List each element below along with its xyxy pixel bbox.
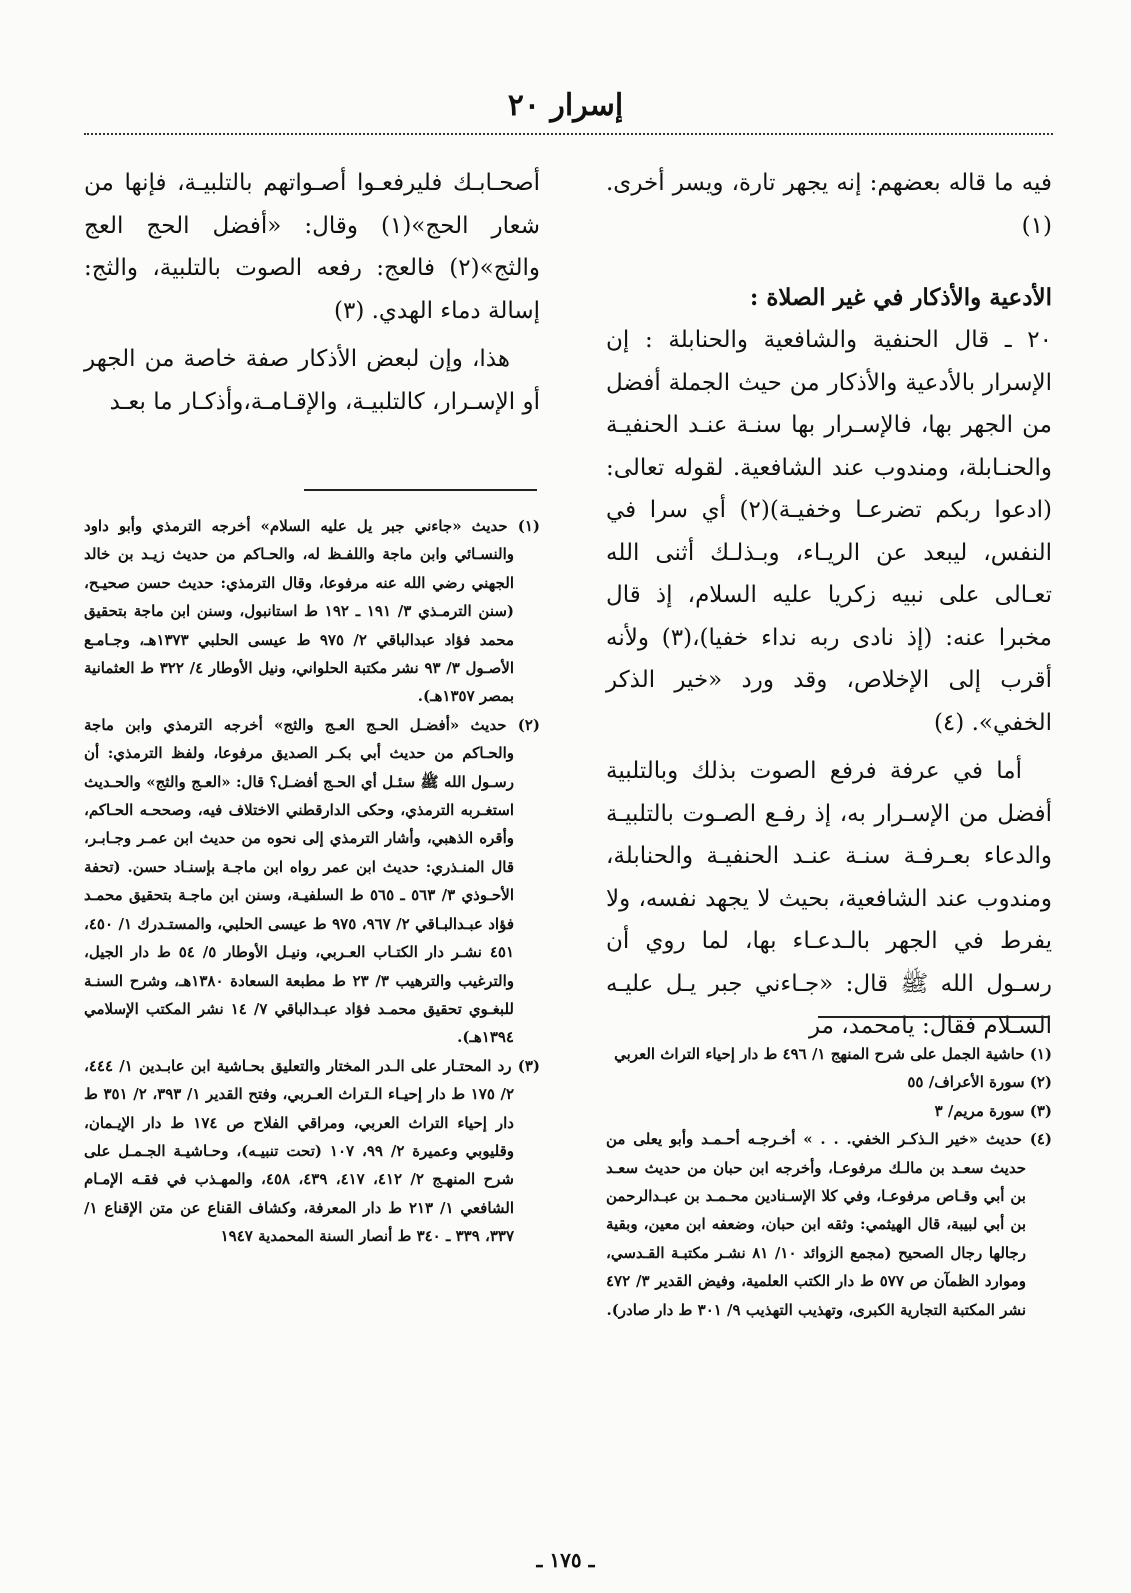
footnote: (٢) حديث «أفضـل الحـج العـج والثج» أخرجه الترمذي وابن ماجة والحـاكم من حديث أبي بكـر الصديق مرفوعا، ولفظ الترمذي: أن رسـول الله ﷺ سئـل أي الحـج أفضـل؟ قال: «العـج والثج» والحـديث استغـربه الترمذي، وحكى الدارقطني الاختلاف فيه، وصححـه الحـاكم، وأقره الذهبي، وأشار الترمذي إلى نحوه من حديث ابن عمـر وجـابـر، قال المنـذري: حديث ابن عمر رواه ابن ماجـة بإسنـاد حسن. (تحفة الأحـوذي ٣/ ٥٦٣ ـ ٥٦٥ ط السلفيـة، وسنن ابن ماجـة بتحقيق محمـد فؤاد عبـدالبـاقي ٢/ ٩٦٧، ٩٧٥ ط عيسى الحلبي، والمستـدرك ١/ ٤٥٠، ٤٥١ نشـر دار الكتـاب العـربي، ونيـل الأوطار ٥/ ٥٤ ط دار الجيل، والترغيب والترهيب ٣/ ٢٣ ط مطبعة السعادة ١٣٨٠هـ، وشرح السنـة للبغـوي تحقيق محمـد فؤاد عبـدالباقي ٧/ ١٤ نشر المكتب الإسلامي ١٣٩٤هـ). <box>84 715 540 1047</box>
right-column-footnotes <box>606 1040 1052 1324</box>
paragraph: أما في عرفة فرفع الصوت بذلك وبالتلبية أفضل من الإسـرار به، إذ رفـع الصـوت بالتلبيـة والدعاء بعـرفـة سنـة عنـد الحنفيـة والحنابلة، ومندوب عند الشافعية، بحيث لا يجهد نفسه، ولا يفرط في الجهر بالـدعـاء بها، لما روي أن رسـول الله ﷺ قال: «جـاءني جبر يـل عليـه السـلام فقال: يامحمد، مر <box>606 758 1052 1039</box>
footnote: (٤) حديث «خير الـذكـر الخفي. . . » أخـرجـه أحـمـد وأبو يعلى من حديث سعـد بن مالـك مرفوعـا، وأخرجه ابن حبان من حديث سعـد بن أبي وقـاص مرفوعـا، وفي كلا الإسـنادين محـمـد بن عبـدالرحمن بن أبي لبيبة، قال الهيثمي: وثقه ابن حبان، وضعفه ابن معين، وبقية رجالها رجال الصحيح (مجمع الزوائد ١٠/ ٨١ نشـر مكتبـة القـدسي، وموارد الظمآن ص ٥٧٧ ط دار الكتب العلمية، وفيض القدير ٣/ ٤٧٢ نشر المكتبة التجارية الكبرى، وتهذيب التهذيب ٩/ ٣٠١ ط دار صادر). <box>606 1130 1052 1319</box>
paragraph: ٢٠ ـ قال الحنفية والشافعية والحنابلة : إن الإسرار بالأدعية والأذكار من حيث الجملة أفضل من الجهر بها، فالإسـرار بها سنـة عنـد الحنفيـة والحنـابلة، ومندوب عند الشافعية. لقوله تعالى: (ادعوا ربكم تضرعـا وخفيـة)(٢) أي سرا في النفس، ليبعد عن الريـاء، وبـذلـك أثنى الله تعـالى على نبيه زكريا عليه السلام، إذ قال مخبرا عنه: (إذ نادى ربه نداء خفيا)،(٣) ولأنه أقرب إلى الإخلاص، وقد ورد «خير الذكر الخفي». (٤) <box>606 327 1052 736</box>
footnote-divider <box>818 1016 1050 1018</box>
spacer <box>606 247 1052 277</box>
header-dotted-divider <box>84 133 1053 135</box>
paragraph: هذا، وإن لبعض الأذكار صفة خاصة من الجهر أو الإسـرار، كالتلبيـة، والإقـامـة،وأذكـار ما بعـد <box>84 346 540 415</box>
page-number: ـ ١٧٥ ـ <box>536 1548 595 1572</box>
paragraph: أصحـابـك فليرفعـوا أصـواتهم بالتلبيـة، فإنها من شعار الحج»(١) وقال: «أفضل الحج العج والثج»(٢) فالعج: رفعه الصوت بالتلبية، والثج: إسالة دماء الهدي. (٣) <box>84 170 540 324</box>
footnote: (١) حديث «جاءني جبر يل عليه السلام» أخرجه الترمذي وأبو داود والنسـائي وابن ماجة واللفـظ له، والحـاكم من حديث زيـد بن خالد الجهني رضي الله عنه مرفوعا، وقال الترمذي: حديث حسن صحيـح، (سنن الترمـذي ٣/ ١٩١ ـ ١٩٢ ط استانبول، وسنن ابن ماجة بتحقيق محمد فؤاد عبدالباقي ٢/ ٩٧٥ ط عيسى الحلبي ١٣٧٣هـ، وجـامـع الأصـول ٣/ ٩٣ نشر مكتبة الحلواني، ونيل الأوطار ٤/ ٣٢٢ ط العثمانية بمصر ١٣٥٧هـ). <box>84 517 540 706</box>
footnote: (٢) سورة الأعراف/ ٥٥ <box>907 1073 1052 1092</box>
paragraph: فيه ما قاله بعضهم: إنه يجهر تارة، ويسر أخرى. (١) <box>606 170 1052 239</box>
footnote: (٣) سورة مريم/ ٣ <box>934 1101 1052 1120</box>
left-column-body <box>84 162 540 423</box>
section-heading: الأدعية والأذكار في غير الصلاة : <box>749 284 1052 311</box>
footnote: (١) حاشية الجمل على شرح المنهج ١/ ٤٩٦ ط دار إحياء التراث العربي <box>614 1045 1052 1063</box>
left-column-footnotes <box>84 512 540 1251</box>
page-title: إسرار ٢٠ <box>507 88 624 123</box>
footnote: (٣) رد المحتـار على الـدر المختار والتعليق بحـاشية ابن عابـدين ١/ ٤٤٤، ٢/ ١٧٥ ط دار إحيـاء الـتراث العـربي، وفتح القدير ١/ ٣٩٣، ٢/ ٣٥١ ط دار إحياء التراث العربي، ومراقي الفلاح ص ١٧٤ ط دار الإيـمان، وقليوبي وعميرة ٢/ ٩٩، ١٠٧ (تحت تنبيـه)، وحـاشيـة الجـمـل على شرح المنهـج ٢/ ٤١٢، ٤١٧، ٤٣٩، ٤٥٨، والمهـذب في فقـه الإمـام الشافعي ١/ ٢١٣ ط دار المعرفة، وكشاف القناع عن متن الإقناع ١/ ٣٣٧، ٣٣٩ ـ ٣٤٠ ط أنصار السنة المحمدية ١٩٤٧ <box>84 1056 540 1246</box>
right-column-body <box>606 162 1052 1048</box>
footnote-divider <box>304 489 537 491</box>
